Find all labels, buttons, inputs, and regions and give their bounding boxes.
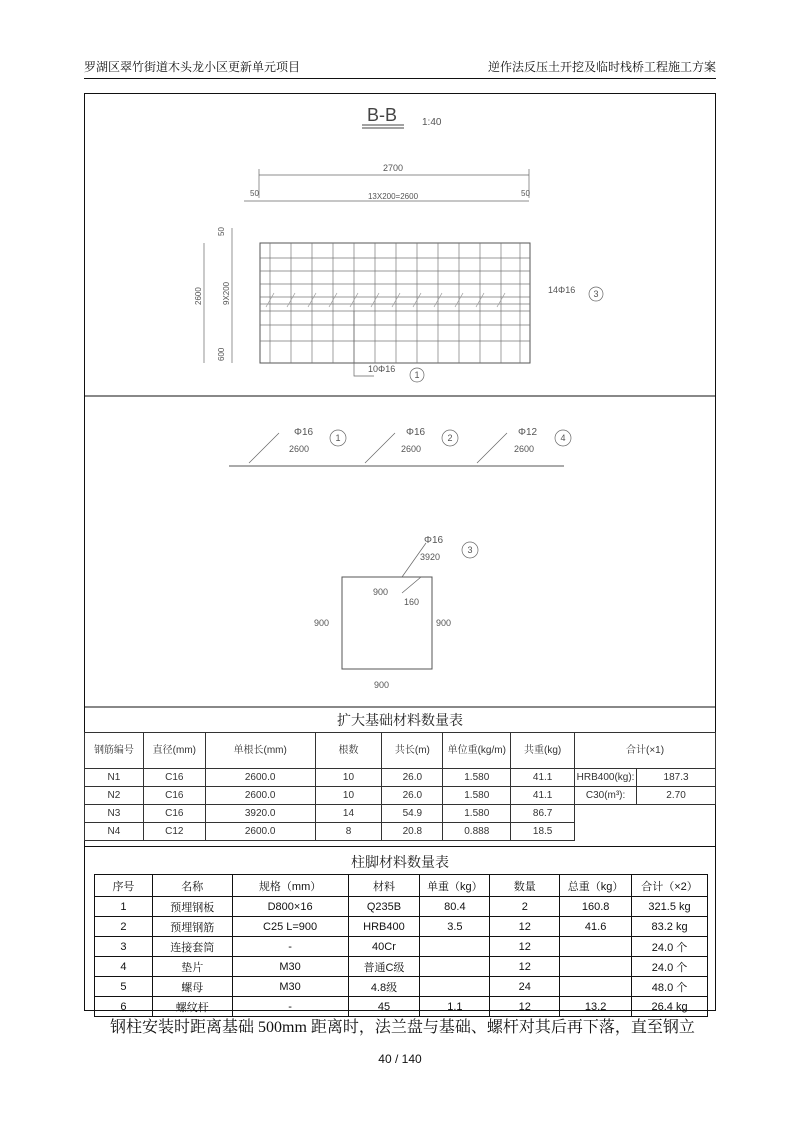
dim-left-inner: 9X200 [222, 281, 231, 305]
table-cell: 14 [315, 805, 382, 823]
table-cell: 6 [95, 997, 153, 1017]
page-current: 40 [378, 1052, 392, 1066]
table-row [95, 897, 708, 917]
table-cell: 4 [95, 957, 153, 977]
table-cell: 1.580 [443, 769, 511, 787]
table-cell: 24.0 个 [632, 957, 708, 977]
bar-label-3-num: 3 [593, 289, 599, 299]
table-cell: 12 [490, 937, 560, 957]
table-cell: 24 [490, 977, 560, 997]
hoop-bottom: 900 [374, 680, 390, 690]
page-separator: / [394, 1052, 399, 1066]
table-divider [84, 846, 716, 847]
dim-left-total: 2600 [194, 287, 203, 305]
dim-50-right: 50 [521, 189, 530, 198]
table-cell: 41.6 [560, 917, 632, 937]
table-row [95, 957, 708, 977]
table-cell: 18.5 [511, 823, 575, 841]
table-cell: 3 [95, 937, 153, 957]
bar3-dia: Φ12 [518, 427, 538, 438]
table-cell: 连接套筒 [152, 937, 232, 957]
bar-label-1: 10Φ16 [368, 364, 396, 374]
table-cell: 86.7 [511, 805, 575, 823]
table-cell: 预埋钢筋 [152, 917, 232, 937]
table-row [85, 769, 716, 787]
bar-label-1-num: 1 [414, 370, 420, 380]
table-cell: 80.4 [420, 897, 490, 917]
page-number [0, 1052, 800, 1066]
table-cell [560, 957, 632, 977]
bar2-len: 2600 [401, 444, 422, 454]
hoop-num: 3 [467, 545, 473, 555]
table-cell: 预埋钢板 [152, 897, 232, 917]
table-cell: Q235B [348, 897, 420, 917]
dim-total-width: 2700 [382, 163, 404, 173]
table-cell: 1.1 [420, 997, 490, 1017]
rebar-drawing [84, 93, 716, 713]
table-cell: 8 [315, 823, 382, 841]
scale-label: 1:40 [422, 117, 442, 128]
body-paragraph: 钢柱安装时距离基础 500mm 距离时，法兰盘与基础、螺杆对其后再下落，直至钢立 [110, 1019, 695, 1036]
table-cell: 2600.0 [205, 823, 315, 841]
table-row [85, 787, 716, 805]
hoop-right: 900 [436, 618, 452, 628]
table-cell: 40Cr [348, 937, 420, 957]
dim-left-top: 50 [217, 227, 226, 236]
table-cell: 26.0 [382, 769, 443, 787]
table-cell: 41.1 [511, 787, 575, 805]
bar1-len: 2600 [289, 444, 310, 454]
table2-header-row [95, 875, 708, 897]
table2-header-cell: 名称 [152, 875, 232, 897]
table2-header-cell: 总重（kg） [560, 875, 632, 897]
bar1-num: 1 [335, 433, 341, 443]
bar2-num: 2 [447, 433, 453, 443]
table-cell [420, 977, 490, 997]
bar1-dia: Φ16 [294, 427, 314, 438]
bar-label-3: 14Φ16 [548, 285, 576, 295]
total-label: C30(m³): [575, 787, 637, 805]
table1-header-cell: 共长(m) [382, 733, 443, 769]
table-row [95, 917, 708, 937]
table-cell: 45 [348, 997, 420, 1017]
table-cell: 0.888 [443, 823, 511, 841]
header-document-title: 逆作法反压土开挖及临时栈桥工程施工方案 [487, 60, 716, 74]
table-cell: C16 [143, 805, 205, 823]
table-cell: 2 [490, 897, 560, 917]
hoop-len: 3920 [420, 552, 441, 562]
table-cell: C25 L=900 [232, 917, 348, 937]
hoop-hook: 160 [404, 597, 420, 607]
hoop-top: 900 [373, 587, 389, 597]
table-cell: HRB400 [348, 917, 420, 937]
table-cell: 12 [490, 917, 560, 937]
table-cell [560, 937, 632, 957]
table-cell: 垫片 [152, 957, 232, 977]
table1-header-cell: 单根长(mm) [205, 733, 315, 769]
table-cell: 26.0 [382, 787, 443, 805]
table-cell: 3920.0 [205, 805, 315, 823]
table1-title: 扩大基础材料数量表 [337, 712, 463, 728]
dim-spacing: 13X200=2600 [367, 192, 419, 201]
table-cell: - [232, 937, 348, 957]
total-value: 2.70 [637, 787, 716, 805]
table2-header-cell: 序号 [95, 875, 153, 897]
table-cell: C16 [143, 787, 205, 805]
table-cell [560, 977, 632, 997]
table-cell: 2 [95, 917, 153, 937]
table-cell [420, 957, 490, 977]
header-divider [84, 78, 716, 79]
page-total: 140 [401, 1052, 422, 1066]
table-cell: - [232, 997, 348, 1017]
table-cell: 螺纹杆 [152, 997, 232, 1017]
total-label: HRB400(kg): [575, 769, 637, 787]
table-row [95, 937, 708, 957]
table-cell: 13.2 [560, 997, 632, 1017]
header-project-name: 罗湖区翠竹街道木头龙小区更新单元项目 [84, 60, 301, 74]
table-cell: N3 [85, 805, 144, 823]
table-cell: 12 [490, 997, 560, 1017]
table2-header-cell: 材料 [348, 875, 420, 897]
bar2-dia: Φ16 [406, 427, 426, 438]
table-row [85, 805, 716, 823]
table-cell: N1 [85, 769, 144, 787]
table1-header-cell: 直径(mm) [143, 733, 205, 769]
hoop-left: 900 [314, 618, 330, 628]
table-cell: 12 [490, 957, 560, 977]
table2-header-cell: 规格（mm） [232, 875, 348, 897]
table1-header-cell: 单位重(kg/m) [443, 733, 511, 769]
table-cell: 1 [95, 897, 153, 917]
table1-header-cell: 钢筋编号 [85, 733, 144, 769]
table1-header-cell: 共重(kg) [511, 733, 575, 769]
column-base-material-table [94, 874, 708, 1017]
table-cell: 2600.0 [205, 769, 315, 787]
table-cell: D800×16 [232, 897, 348, 917]
table2-header-cell: 合计（×2） [632, 875, 708, 897]
table-cell: 螺母 [152, 977, 232, 997]
table2-title: 柱脚材料数量表 [351, 854, 449, 870]
table-cell: 24.0 个 [632, 937, 708, 957]
table2-header-cell: 数量 [490, 875, 560, 897]
table-cell: 160.8 [560, 897, 632, 917]
table-cell: 54.9 [382, 805, 443, 823]
table-cell: 1.580 [443, 805, 511, 823]
bar3-len: 2600 [514, 444, 535, 454]
table-cell: C12 [143, 823, 205, 841]
table-cell: 10 [315, 787, 382, 805]
table1-header-cell: 根数 [315, 733, 382, 769]
total-value: 187.3 [637, 769, 716, 787]
section-title: B-B [366, 105, 398, 125]
table-cell: 321.5 kg [632, 897, 708, 917]
bar3-num: 4 [560, 433, 566, 443]
table-row [95, 977, 708, 997]
table-cell: 3.5 [420, 917, 490, 937]
table-cell: N4 [85, 823, 144, 841]
table-cell: 83.2 kg [632, 917, 708, 937]
table-cell: C16 [143, 769, 205, 787]
table-cell: M30 [232, 957, 348, 977]
table-cell: 2600.0 [205, 787, 315, 805]
foundation-material-table [84, 732, 716, 841]
table-cell: 41.1 [511, 769, 575, 787]
table-cell: N2 [85, 787, 144, 805]
table-cell [420, 937, 490, 957]
table-cell: M30 [232, 977, 348, 997]
table2-header-cell: 单重（kg） [420, 875, 490, 897]
table1-blank [575, 805, 716, 841]
table-cell: 48.0 个 [632, 977, 708, 997]
hoop-dia: Φ16 [424, 535, 444, 546]
table1-header-cell: 合计(×1) [575, 733, 716, 769]
dim-50-left: 50 [250, 189, 259, 198]
table-cell: 20.8 [382, 823, 443, 841]
table-cell: 26.4 kg [632, 997, 708, 1017]
table-cell: 10 [315, 769, 382, 787]
table-cell: 5 [95, 977, 153, 997]
table-cell: 普通C级 [348, 957, 420, 977]
dim-left-bottom: 600 [217, 347, 226, 361]
table1-header-row [85, 733, 716, 769]
table-cell: 1.580 [443, 787, 511, 805]
table-cell: 4.8级 [348, 977, 420, 997]
